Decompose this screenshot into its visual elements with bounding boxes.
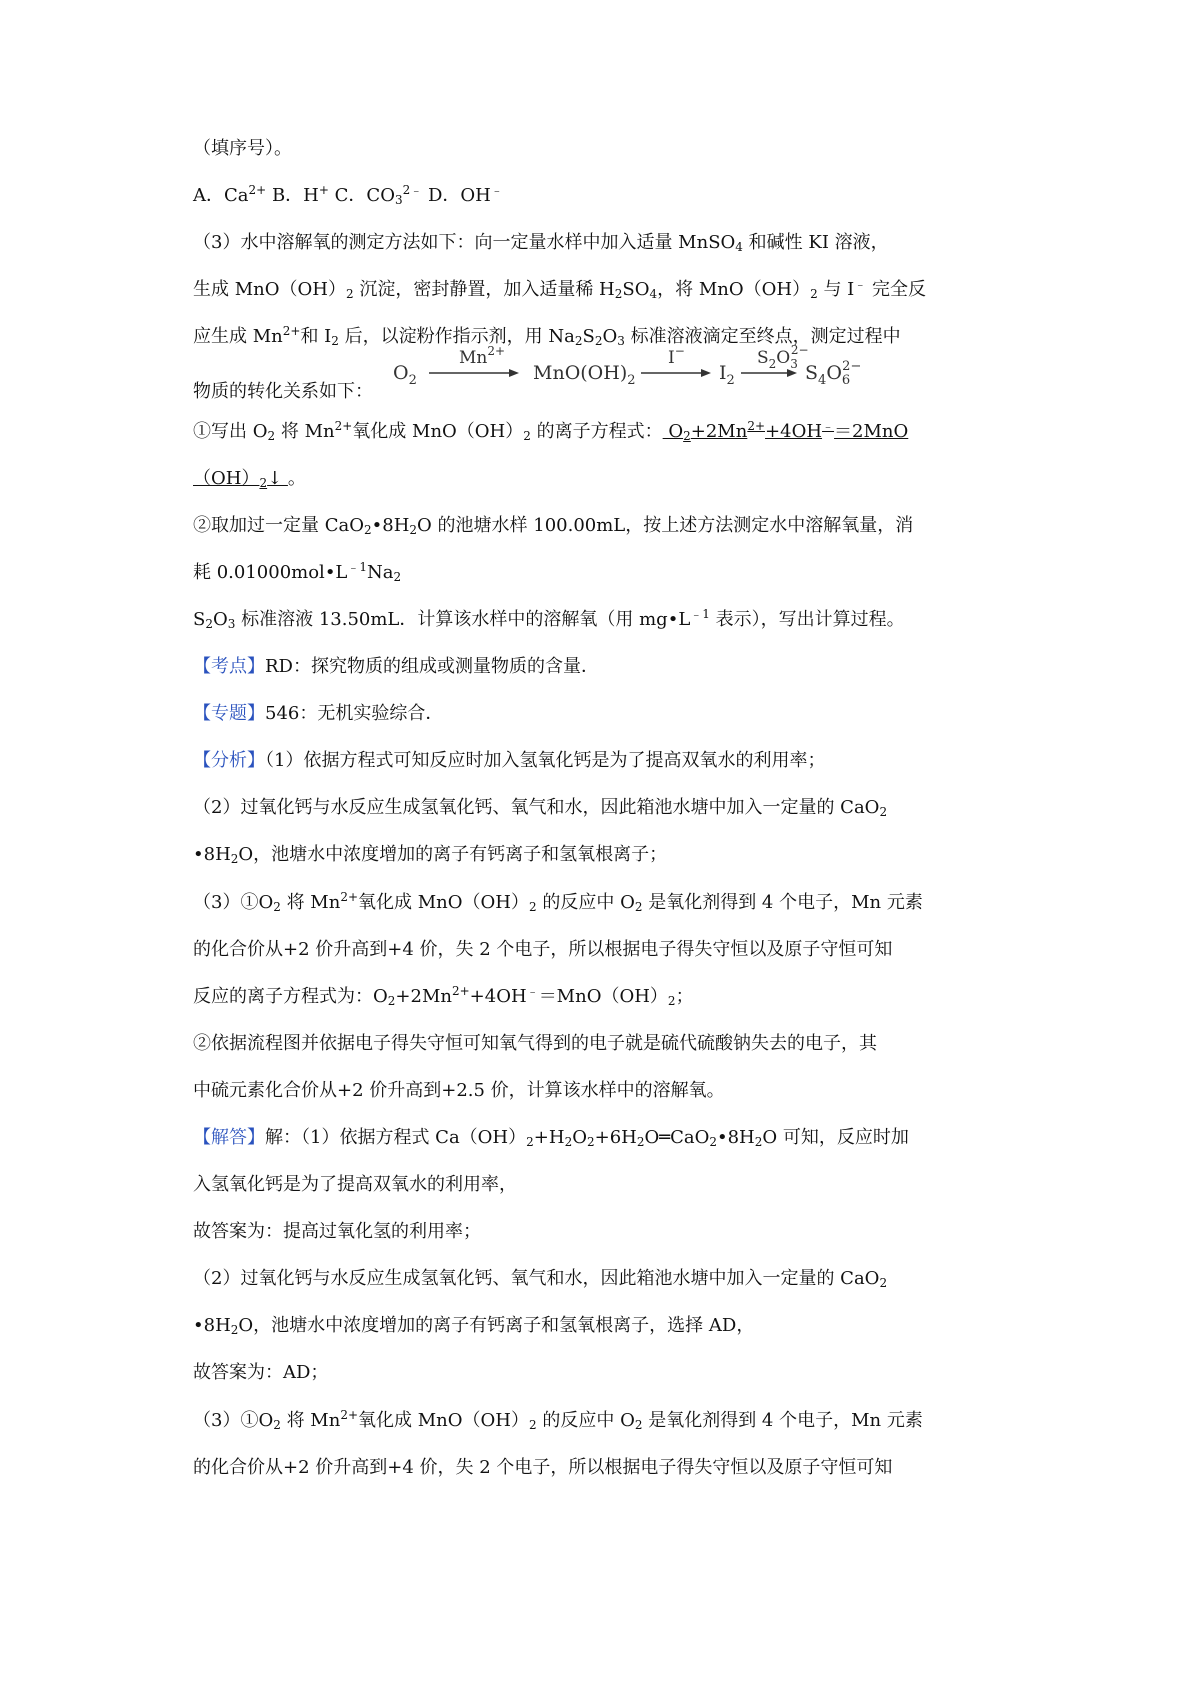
script-text: 2	[709, 1134, 717, 1149]
text-span: ；	[675, 985, 694, 1007]
arrow-label-2-sup: 2−	[790, 343, 809, 358]
script-text: 2	[230, 1323, 239, 1338]
text-span: 耗 0.01000mol•L	[193, 561, 348, 583]
script-text: 2	[345, 287, 354, 302]
text-span: 的化合价从+2 价升高到+4 价，失 2 个电子，所以根据电子得失守恒以及原子守恒可知	[193, 938, 893, 960]
species-3	[805, 359, 861, 388]
flow-arrow-0-head	[509, 369, 519, 377]
text-span: （3）水中溶解氧的测定方法如下：向一定量水样中加入适量 MnSO	[193, 232, 736, 254]
script-text: ﹣1	[347, 559, 368, 574]
text-line	[193, 1455, 953, 1481]
arrow-label-0-base: Mn	[459, 348, 488, 369]
text-span: O═CaO	[644, 1126, 710, 1148]
text-span: O	[662, 420, 684, 442]
species-3-sub: 4	[818, 373, 827, 389]
text-span: O，池塘水中浓度增加的离子有钙离子和氢氧根离子；	[238, 844, 668, 866]
species-3-sub2: 6	[841, 373, 851, 389]
text-span: （2）过氧化钙与水反应生成氢氧化钙、氧气和水，因此箱池水塘中加入一定量的 CaO	[193, 1268, 880, 1290]
script-text: 2	[523, 428, 531, 443]
arrow-label-1-sup: −	[674, 344, 685, 359]
text-span: 解：（1）依据方程式 Ca（OH）	[265, 1126, 527, 1148]
text-span: S	[582, 326, 595, 348]
text-line	[193, 984, 953, 1010]
script-text: ﹣	[854, 277, 867, 292]
text-span: 完全反	[866, 279, 927, 301]
script-text: 4	[649, 287, 658, 302]
text-span: O 可知，反应时加	[762, 1126, 909, 1148]
script-text: ﹣	[526, 983, 539, 998]
text-span: 入氢氧化钙是为了提高双氧水的利用率，	[193, 1174, 517, 1196]
species-0-sub: 2	[408, 373, 417, 389]
arrow-label-0	[459, 344, 505, 368]
script-text: 2	[586, 1134, 595, 1149]
text-span: +4OH	[469, 985, 527, 1007]
script-text: 2	[564, 1134, 573, 1149]
conversion-flow-diagram	[393, 331, 893, 395]
script-text: 2	[409, 522, 418, 537]
species-0	[393, 362, 417, 388]
script-text: 3	[394, 193, 403, 208]
script-text: 2	[230, 852, 239, 867]
text-span: D．OH	[422, 185, 491, 207]
text-span: 。	[287, 467, 306, 489]
text-span: （1）依据方程式可知反应时加入氢氧化钙是为了提高双氧水的利用率；	[265, 750, 826, 772]
text-span: ①写出 O	[193, 420, 268, 442]
text-line	[193, 513, 953, 539]
text-span: 将 Mn	[280, 891, 341, 913]
species-2-base: I	[719, 362, 727, 385]
text-line	[193, 230, 953, 256]
text-span: 是氧化剂得到 4 个电子，Mn 元素	[642, 891, 923, 913]
text-span: 反应的离子方程式为：O	[193, 985, 388, 1007]
text-line	[193, 183, 953, 209]
text-span: 表示），写出计算过程。	[709, 608, 905, 630]
text-span: 与 I	[817, 279, 855, 301]
text-line	[193, 277, 953, 303]
script-text: ﹣	[822, 418, 835, 433]
species-3-base: S	[805, 362, 819, 385]
script-text: 2	[363, 522, 372, 537]
text-span: O，池塘水中浓度增加的离子有钙离子和氢氧根离子，选择 AD，	[238, 1315, 755, 1337]
section-tag: 【分析】	[193, 750, 265, 772]
text-span: 将 Mn	[275, 420, 335, 442]
text-span: 的反应中 O	[536, 1409, 635, 1431]
arrow-label-2-sub2: 3	[790, 357, 798, 372]
text-line	[193, 842, 953, 868]
script-text: 2	[574, 334, 583, 349]
script-text: 2+	[340, 1407, 359, 1422]
script-text: 2	[879, 805, 888, 820]
text-span: +2Mn	[395, 985, 452, 1007]
script-text: 3	[617, 334, 625, 349]
script-text: 2	[634, 899, 643, 914]
arrow-label-2-base2: O	[776, 348, 791, 369]
text-span: 物质的转化关系如下：	[193, 381, 373, 403]
text-span: C．CO	[328, 185, 395, 207]
script-text: ﹣1	[690, 606, 710, 621]
text-line	[193, 560, 953, 586]
text-span: Na	[367, 561, 394, 583]
script-text: 2	[529, 899, 537, 914]
text-line	[193, 701, 953, 727]
text-line	[193, 1360, 953, 1386]
text-span: 故答案为：提高过氧化氢的利用率；	[193, 1221, 481, 1243]
text-span: 的化合价从+2 价升高到+4 价，失 2 个电子，所以根据电子得失守恒以及原子守恒可知	[193, 1456, 893, 1478]
script-text: 2	[529, 1417, 537, 1432]
text-span: O	[212, 608, 228, 630]
text-span: 是氧化剂得到 4 个电子，Mn 元素	[642, 1409, 923, 1431]
text-line	[193, 1125, 953, 1151]
flow-arrow-1-head	[701, 369, 711, 377]
text-span: 和 I	[300, 326, 332, 348]
arrow-label-2	[757, 343, 809, 371]
script-text: 2	[259, 475, 268, 490]
text-span: A．Ca	[193, 185, 249, 207]
text-span: 后，以淀粉作指示剂，用 Na	[338, 326, 575, 348]
text-line	[193, 890, 953, 916]
text-span: O 的池塘水样 100.00mL，按上述方法测定水中溶解氧量，消	[417, 514, 914, 536]
text-span: •8H	[193, 1315, 231, 1337]
text-span: （2）过氧化钙与水反应生成氢氧化钙、氧气和水，因此箱池水塘中加入一定量的 CaO	[193, 797, 880, 819]
text-span: B．H	[266, 185, 319, 207]
script-text: 2	[667, 993, 676, 1008]
text-span: （3）①O	[193, 1409, 274, 1431]
script-text: 2	[594, 334, 603, 349]
script-text: 2	[879, 1276, 888, 1291]
text-span: 沉淀，密封静置，加入适量稀 H	[353, 279, 615, 301]
text-line	[193, 1078, 953, 1104]
text-span: 生成 MnO（OH）	[193, 279, 346, 301]
script-text: 2+	[248, 183, 267, 198]
text-line	[193, 937, 953, 963]
text-span: 中硫元素化合价从+2 价升高到+2.5 价，计算该水样中的溶解氧。	[193, 1079, 725, 1101]
text-span: （填序号）。	[193, 138, 292, 159]
text-span: （3）①O	[193, 891, 274, 913]
species-3-base2: O	[826, 362, 842, 385]
section-tag: 【考点】	[193, 656, 265, 678]
text-line	[193, 466, 953, 492]
arrow-label-2-base: S	[757, 348, 769, 369]
species-1-sub: 2	[627, 373, 636, 389]
text-span: 的反应中 O	[536, 891, 635, 913]
text-span: ＝MnO（OH）	[538, 985, 668, 1007]
text-line	[193, 1408, 953, 1434]
text-span: ②取加过一定量 CaO	[193, 514, 364, 536]
text-span: SO	[622, 279, 650, 301]
script-text: 2+	[334, 418, 353, 433]
text-span: 应生成 Mn	[193, 326, 283, 348]
script-text: 2+	[340, 889, 359, 904]
script-text: 2	[634, 1417, 643, 1432]
text-span: 的离子方程式：	[530, 420, 663, 442]
script-text: +	[318, 183, 329, 198]
section-tag: 【专题】	[193, 703, 265, 725]
script-text: 2	[273, 1417, 281, 1432]
text-span: +2Mn	[690, 420, 748, 442]
species-3-sup: 2−	[842, 359, 862, 375]
text-line	[193, 795, 953, 821]
text-span: ②依据流程图并依据电子得失守恒可知氧气得到的电子就是硫代硫酸钠失去的电子，其	[193, 1032, 877, 1054]
arrow-label-1-base: I	[668, 348, 675, 369]
text-line	[193, 136, 953, 162]
text-span: 将 Mn	[280, 1409, 341, 1431]
species-2	[719, 362, 735, 388]
script-text: 2	[387, 993, 396, 1008]
flow-caption	[193, 379, 373, 405]
arrow-label-1	[668, 344, 685, 368]
text-span: +4OH	[765, 420, 823, 442]
species-0-base: O	[393, 362, 409, 385]
script-text: 2+	[282, 324, 301, 339]
text-span: RD：探究物质的组成或测量物质的含量．	[265, 656, 599, 678]
text-line	[193, 1219, 953, 1245]
text-line	[193, 607, 953, 633]
script-text: 2	[267, 428, 276, 443]
text-line	[193, 1031, 953, 1057]
document-body	[193, 136, 953, 1502]
script-text: 2	[614, 287, 623, 302]
text-span: 标准溶液滴定至终点，测定过程中	[624, 326, 901, 348]
script-text: 2﹣	[402, 183, 423, 198]
species-1-base: MnO(OH)	[533, 362, 628, 385]
text-span: 标准溶液 13.50mL．计算该水样中的溶解氧（用 mg•L	[235, 608, 691, 630]
text-span: O	[602, 326, 618, 348]
text-span: +6H	[594, 1126, 637, 1148]
script-text: 2	[526, 1134, 534, 1149]
text-span: ↓	[267, 467, 288, 489]
script-text: 2	[393, 569, 402, 584]
text-span: 和碱性 KI 溶液，	[742, 232, 889, 254]
text-line	[193, 1313, 953, 1339]
script-text: 4	[735, 240, 743, 255]
script-text: 2+	[747, 418, 766, 433]
text-line	[193, 419, 953, 445]
text-span: （OH）	[193, 467, 260, 489]
script-text: 2	[273, 899, 281, 914]
arrow-label-2-sub: 2	[768, 357, 777, 372]
text-span: 氧化成 MnO（OH）	[352, 420, 524, 442]
script-text: 2	[810, 287, 818, 302]
text-span: •8H	[193, 844, 231, 866]
species-1	[533, 362, 636, 388]
script-text: 2	[683, 428, 691, 443]
text-line	[193, 1172, 953, 1198]
script-text: 2+	[451, 983, 470, 998]
text-span: ＝2MnO	[834, 420, 909, 442]
script-text: 2	[754, 1134, 763, 1149]
arrow-label-0-sup: 2+	[487, 344, 506, 359]
flow-diagram-line	[193, 343, 953, 403]
text-span: •8H	[371, 514, 410, 536]
script-text: 3	[227, 616, 236, 631]
text-span: ，将 MnO（OH）	[657, 279, 811, 301]
text-span: S	[193, 608, 206, 630]
text-span: 故答案为：AD；	[193, 1362, 329, 1384]
text-span: 氧化成 MnO（OH）	[358, 891, 529, 913]
text-span: 546：无机实验综合．	[265, 703, 444, 725]
text-line	[193, 748, 953, 774]
text-line	[193, 1266, 953, 1292]
text-span: +H	[533, 1126, 565, 1148]
script-text: 2	[636, 1134, 645, 1149]
section-tag: 【解答】	[193, 1126, 265, 1148]
script-text: 2	[331, 334, 339, 349]
species-2-sub: 2	[726, 373, 735, 389]
script-text: 2	[205, 616, 213, 631]
text-span: 氧化成 MnO（OH）	[358, 1409, 529, 1431]
text-line	[193, 654, 953, 680]
script-text: ﹣	[490, 183, 503, 198]
text-span: •8H	[716, 1126, 755, 1148]
text-span: O	[572, 1126, 587, 1148]
